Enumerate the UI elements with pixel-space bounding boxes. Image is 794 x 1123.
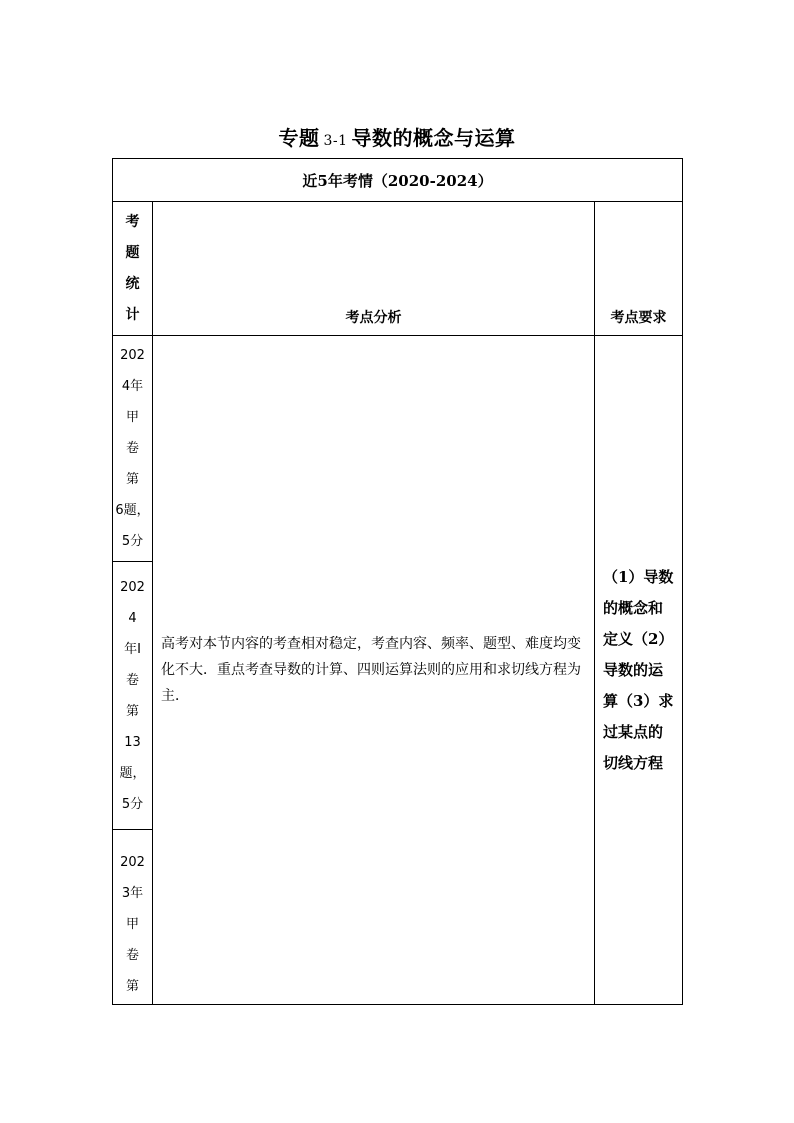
stats-header-char: 统 (125, 275, 140, 292)
title-number: 3-1 (323, 133, 348, 149)
stats-header-char: 题 (125, 244, 140, 261)
stat-line: 甲 (125, 410, 139, 425)
stat-line: 202 (120, 855, 145, 870)
stat-line: 题， (119, 765, 146, 781)
stat-cell-2 (113, 562, 153, 830)
analysis-text: 高考对本节内容的考查相对稳定，考查内容、频率、题型、难度均变化不大．重点考查导数的计算、四则运算法则的应用和求切线方程为主． (153, 336, 595, 1005)
stats-header-char: 计 (125, 306, 140, 323)
col-header-analysis: 考点分析 (153, 202, 595, 336)
stat-line: 202 (120, 579, 145, 595)
stat-line: 3年 (121, 886, 144, 901)
stat-cell-1 (113, 336, 153, 562)
stat-line: 卷 (125, 672, 139, 688)
stat-line: 5分 (121, 534, 144, 549)
requirements-text: （1）导数的概念和定义（2）导数的运算（3）求过某点的切线方程 (594, 336, 682, 1005)
stat-line: 4年 (121, 379, 144, 394)
stat-cell-3 (113, 830, 153, 1005)
page-title (0, 122, 794, 151)
stat-line: 6题， (115, 503, 150, 518)
table-header: 近5年考情（2020-2024） (113, 159, 683, 202)
stat-line: 卷 (125, 441, 139, 456)
stats-header-char: 考 (125, 213, 140, 230)
stat-line: 年I (124, 641, 141, 657)
title-main: 导数的概念与运算 (351, 126, 516, 150)
exam-analysis-table (112, 158, 683, 1005)
stat-line: 5分 (121, 796, 144, 812)
stat-line: 4 (128, 610, 137, 626)
stat-line: 第 (125, 703, 139, 719)
stat-line: 202 (120, 348, 145, 363)
stat-line: 13 (124, 734, 141, 750)
stat-line: 甲 (125, 917, 139, 932)
col-header-stats (113, 202, 153, 336)
col-header-requirements: 考点要求 (594, 202, 682, 336)
stat-line: 第 (125, 472, 139, 487)
title-prefix: 专题 (278, 126, 320, 150)
stat-line: 第 (125, 979, 139, 994)
stat-line: 卷 (125, 948, 139, 963)
